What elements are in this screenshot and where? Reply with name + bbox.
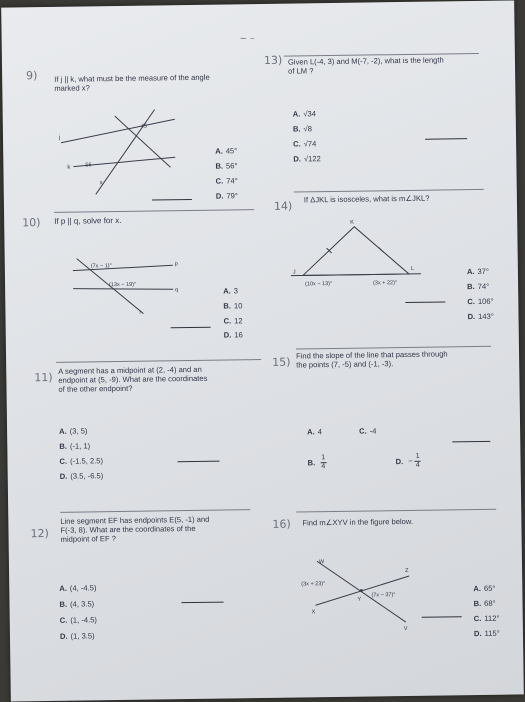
parallel-lines-diagram: [63, 255, 189, 317]
choice-c: C. 12: [223, 316, 243, 326]
choice-c: C. 74°: [215, 176, 238, 186]
label-q: q: [175, 287, 179, 294]
choice-d: D. (3.5, -6.5): [59, 471, 104, 481]
choice-b: B. 74°: [467, 281, 490, 292]
choice-c: C. 106°: [467, 296, 494, 307]
worksheet-page: [1, 0, 524, 701]
fraction: $\frac{1}{4}$: [415, 452, 420, 469]
label-z: Z: [405, 567, 409, 575]
pencil-mark: ~ –: [239, 34, 255, 45]
transversal-1: [95, 109, 156, 194]
question-prompt: If p || q, solve for x.: [54, 215, 122, 226]
divider: [296, 509, 496, 513]
choice-a: A. 37°: [466, 266, 490, 277]
question-prompt: Find m∠XYV in the figure below.: [302, 516, 414, 528]
choice-a: A. 45°: [215, 146, 238, 156]
divider: [54, 209, 254, 213]
choice-a: A. (4, -4.5): [59, 583, 97, 593]
question-prompt: A segment has a midpoint at (2, -4) and an endpoint at (5, -9). What are the coordinates of the other endpoint?: [58, 364, 208, 394]
choice-d: D. (1, 3.5): [59, 631, 95, 641]
question-number: 16): [272, 517, 291, 531]
question-prompt: Given L(-4, 3) and M(-7, -2), what is the length of LM ?: [287, 55, 444, 76]
label-expr-left: (10x − 13)°: [305, 281, 333, 288]
label-j: j: [58, 134, 61, 141]
choice-a: A. √34: [292, 109, 316, 119]
label-expr-top: (7x − 1)°: [90, 263, 112, 270]
question-number: 10): [22, 216, 41, 230]
label-x: x: [99, 180, 103, 187]
choice-b: B. √8: [292, 124, 312, 134]
choice-d: D. √122: [293, 154, 321, 164]
line-j: [61, 119, 175, 143]
choice-a: A. 3: [223, 286, 239, 296]
choice-b: B. 10: [223, 301, 243, 311]
choice-a: A. (3, 5): [59, 426, 88, 436]
question-number: 11): [34, 370, 53, 385]
answer-blank[interactable]: [171, 327, 211, 329]
label-p: p: [174, 261, 178, 268]
parallel-lines-diagram: [55, 105, 186, 202]
choice-d: D. − $\frac{1}{4}$: [395, 452, 420, 469]
choice-c: C. 112°: [473, 613, 500, 624]
choice-b: B. 56°: [215, 161, 238, 171]
label-expr-right: (7x − 37)°: [371, 592, 396, 599]
question-number: 9): [26, 69, 38, 83]
divider: [56, 359, 261, 363]
choice-a: A. 4: [307, 427, 323, 437]
choice-c: C. -4: [359, 426, 377, 436]
question-prompt: Line segment EF has endpoints E(5, -1) and F(-3, 8). What are the coordinates of the midpoint of EF ?: [60, 514, 210, 544]
label-w: W: [318, 559, 325, 566]
label-45: 45: [140, 123, 148, 130]
choice-c: C. (-1.5, 2.5): [59, 456, 104, 466]
label-r: r: [139, 309, 142, 316]
choice-d: D. 79°: [215, 191, 238, 201]
choice-d: D. 115°: [473, 628, 500, 639]
question-prompt: If j || k, what must be the measure of the angle marked x?: [54, 72, 210, 93]
answer-blank[interactable]: [152, 199, 192, 201]
answer-blank[interactable]: [425, 138, 467, 140]
answer-blank[interactable]: [178, 461, 220, 463]
label-y: Y: [357, 596, 362, 603]
label-56: 56: [85, 162, 92, 169]
choice-a: A. 65°: [473, 583, 496, 594]
choice-d: D. 143°: [467, 311, 494, 322]
label-l: L: [410, 265, 414, 272]
answer-blank[interactable]: [181, 602, 223, 604]
base-extension: [291, 274, 421, 276]
label-v: V: [403, 626, 408, 633]
intersecting-lines-diagram: [297, 552, 428, 634]
label-expr-bottom: (13x − 19)°: [109, 281, 137, 289]
choice-b: B. $\frac{1}{4}$: [307, 454, 326, 471]
answer-blank[interactable]: [452, 441, 490, 443]
question-number: 13): [263, 53, 283, 67]
choice-b: B. 68°: [473, 598, 496, 609]
tick-mark-right: [379, 247, 384, 252]
answer-blank[interactable]: [422, 616, 462, 618]
label-expr-right: (3x + 22)°: [373, 280, 398, 287]
choice-b: B. (4, 3.5): [59, 599, 95, 609]
choice-c: C. (1, -4.5): [59, 615, 97, 625]
divider: [296, 346, 491, 350]
label-x: X: [311, 609, 316, 616]
divider: [294, 189, 484, 193]
triangle-jkl: [302, 226, 409, 275]
choice-b: B. (-1, 1): [59, 441, 91, 451]
divider: [60, 509, 250, 513]
answer-blank[interactable]: [405, 301, 445, 303]
choice-c: C. √74: [293, 139, 317, 149]
fraction: $\frac{1}{4}$: [321, 454, 326, 471]
question-number: 14): [273, 199, 293, 213]
label-k: K: [350, 219, 354, 226]
label-expr-left: (3x + 23)°: [301, 581, 326, 588]
question-prompt: If ΔJKL is isosceles, what is m∠JKL?: [303, 193, 430, 205]
question-prompt: Find the slope of the line that passes through the points (7, -5) and (-1, -3).: [296, 349, 448, 370]
label-j: J: [292, 269, 296, 276]
choice-d: D. 16: [223, 330, 243, 340]
label-k: k: [67, 164, 71, 171]
isosceles-triangle-diagram: [286, 214, 427, 296]
question-number: 15): [272, 355, 291, 369]
question-number: 12): [30, 527, 49, 541]
